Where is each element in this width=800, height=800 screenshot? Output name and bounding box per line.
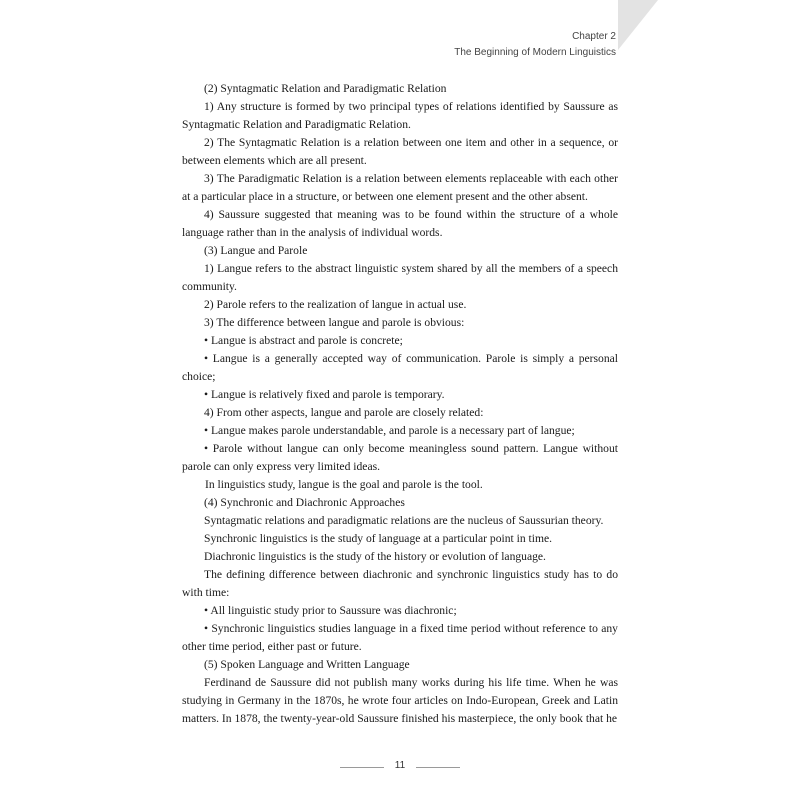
paragraph: Synchronic linguistics is the study of language at a particular point in time. <box>204 532 553 545</box>
paragraph: Ferdinand de Saussure did not publish many works during his life time. When he was studying in Germany in the 1870s, he wrote four articles on Indo-European, Greek and Latin matters. In 1878, the twenty-year-old Saussure finished his masterpiece, the only book that he <box>182 676 618 725</box>
chapter-title: The Beginning of Modern Linguistics <box>454 47 616 58</box>
corner-stripe-shape <box>618 0 658 50</box>
paragraph: Syntagmatic relations and paradigmatic relations are the nucleus of Saussurian theory. <box>204 514 604 527</box>
bullet-item: • Langue is abstract and parole is concrete; <box>182 332 618 350</box>
paragraph: 4) From other aspects, langue and parole are closely related: <box>204 406 484 419</box>
chapter-label: Chapter 2 <box>572 31 616 42</box>
paragraph: 1) Langue refers to the abstract linguistic system shared by all the members of a speech community. <box>182 262 618 293</box>
paragraph: 4) Saussure suggested that meaning was to be found within the structure of a whole language rather than in the analysis of individual words. <box>182 208 618 239</box>
page-number: 11 <box>394 760 406 771</box>
page-footer <box>0 760 800 776</box>
bullet-item: • Langue makes parole understandable, and parole is a necessary part of langue; <box>182 422 618 440</box>
bullet-item: • Synchronic linguistics studies language in a fixed time period without reference to any other time period, either past or future. <box>182 620 618 656</box>
section-heading: (2) Syntagmatic Relation and Paradigmatic Relation <box>204 82 447 95</box>
bullet-item: • Langue is a generally accepted way of communication. Parole is simply a personal choice; <box>182 350 618 386</box>
paragraph: The defining difference between diachronic and synchronic linguistics study has to do with time: <box>182 568 618 599</box>
paragraph: In linguistics study, langue is the goal and parole is the tool. <box>205 478 483 491</box>
section-heading: (4) Synchronic and Diachronic Approaches <box>204 496 405 509</box>
bullet-item: • Parole without langue can only become meaningless sound pattern. Langue without parole can only express very limited ideas. <box>182 440 618 476</box>
body-text <box>182 80 618 728</box>
running-header <box>454 29 616 61</box>
paragraph: 2) Parole refers to the realization of langue in actual use. <box>204 298 467 311</box>
paragraph: 3) The difference between langue and parole is obvious: <box>204 316 465 329</box>
paragraph: 2) The Syntagmatic Relation is a relation between one item and other in a sequence, or between elements which are all present. <box>182 136 618 167</box>
bullet-item: • All linguistic study prior to Saussure was diachronic; <box>182 602 618 620</box>
footer-rule-right <box>416 767 460 768</box>
footer-rule-left <box>340 767 384 768</box>
paragraph: Diachronic linguistics is the study of the history or evolution of language. <box>204 550 546 563</box>
paragraph: 1) Any structure is formed by two principal types of relations identified by Saussure as Syntagmatic Relation and Paradigmatic Relation. <box>182 100 618 131</box>
section-heading: (3) Langue and Parole <box>204 244 308 257</box>
paragraph: 3) The Paradigmatic Relation is a relation between elements replaceable with each other at a particular place in a structure, or between one element present and the other absent. <box>182 172 618 203</box>
bullet-item: • Langue is relatively fixed and parole is temporary. <box>182 386 618 404</box>
section-heading: (5) Spoken Language and Written Language <box>204 658 410 671</box>
